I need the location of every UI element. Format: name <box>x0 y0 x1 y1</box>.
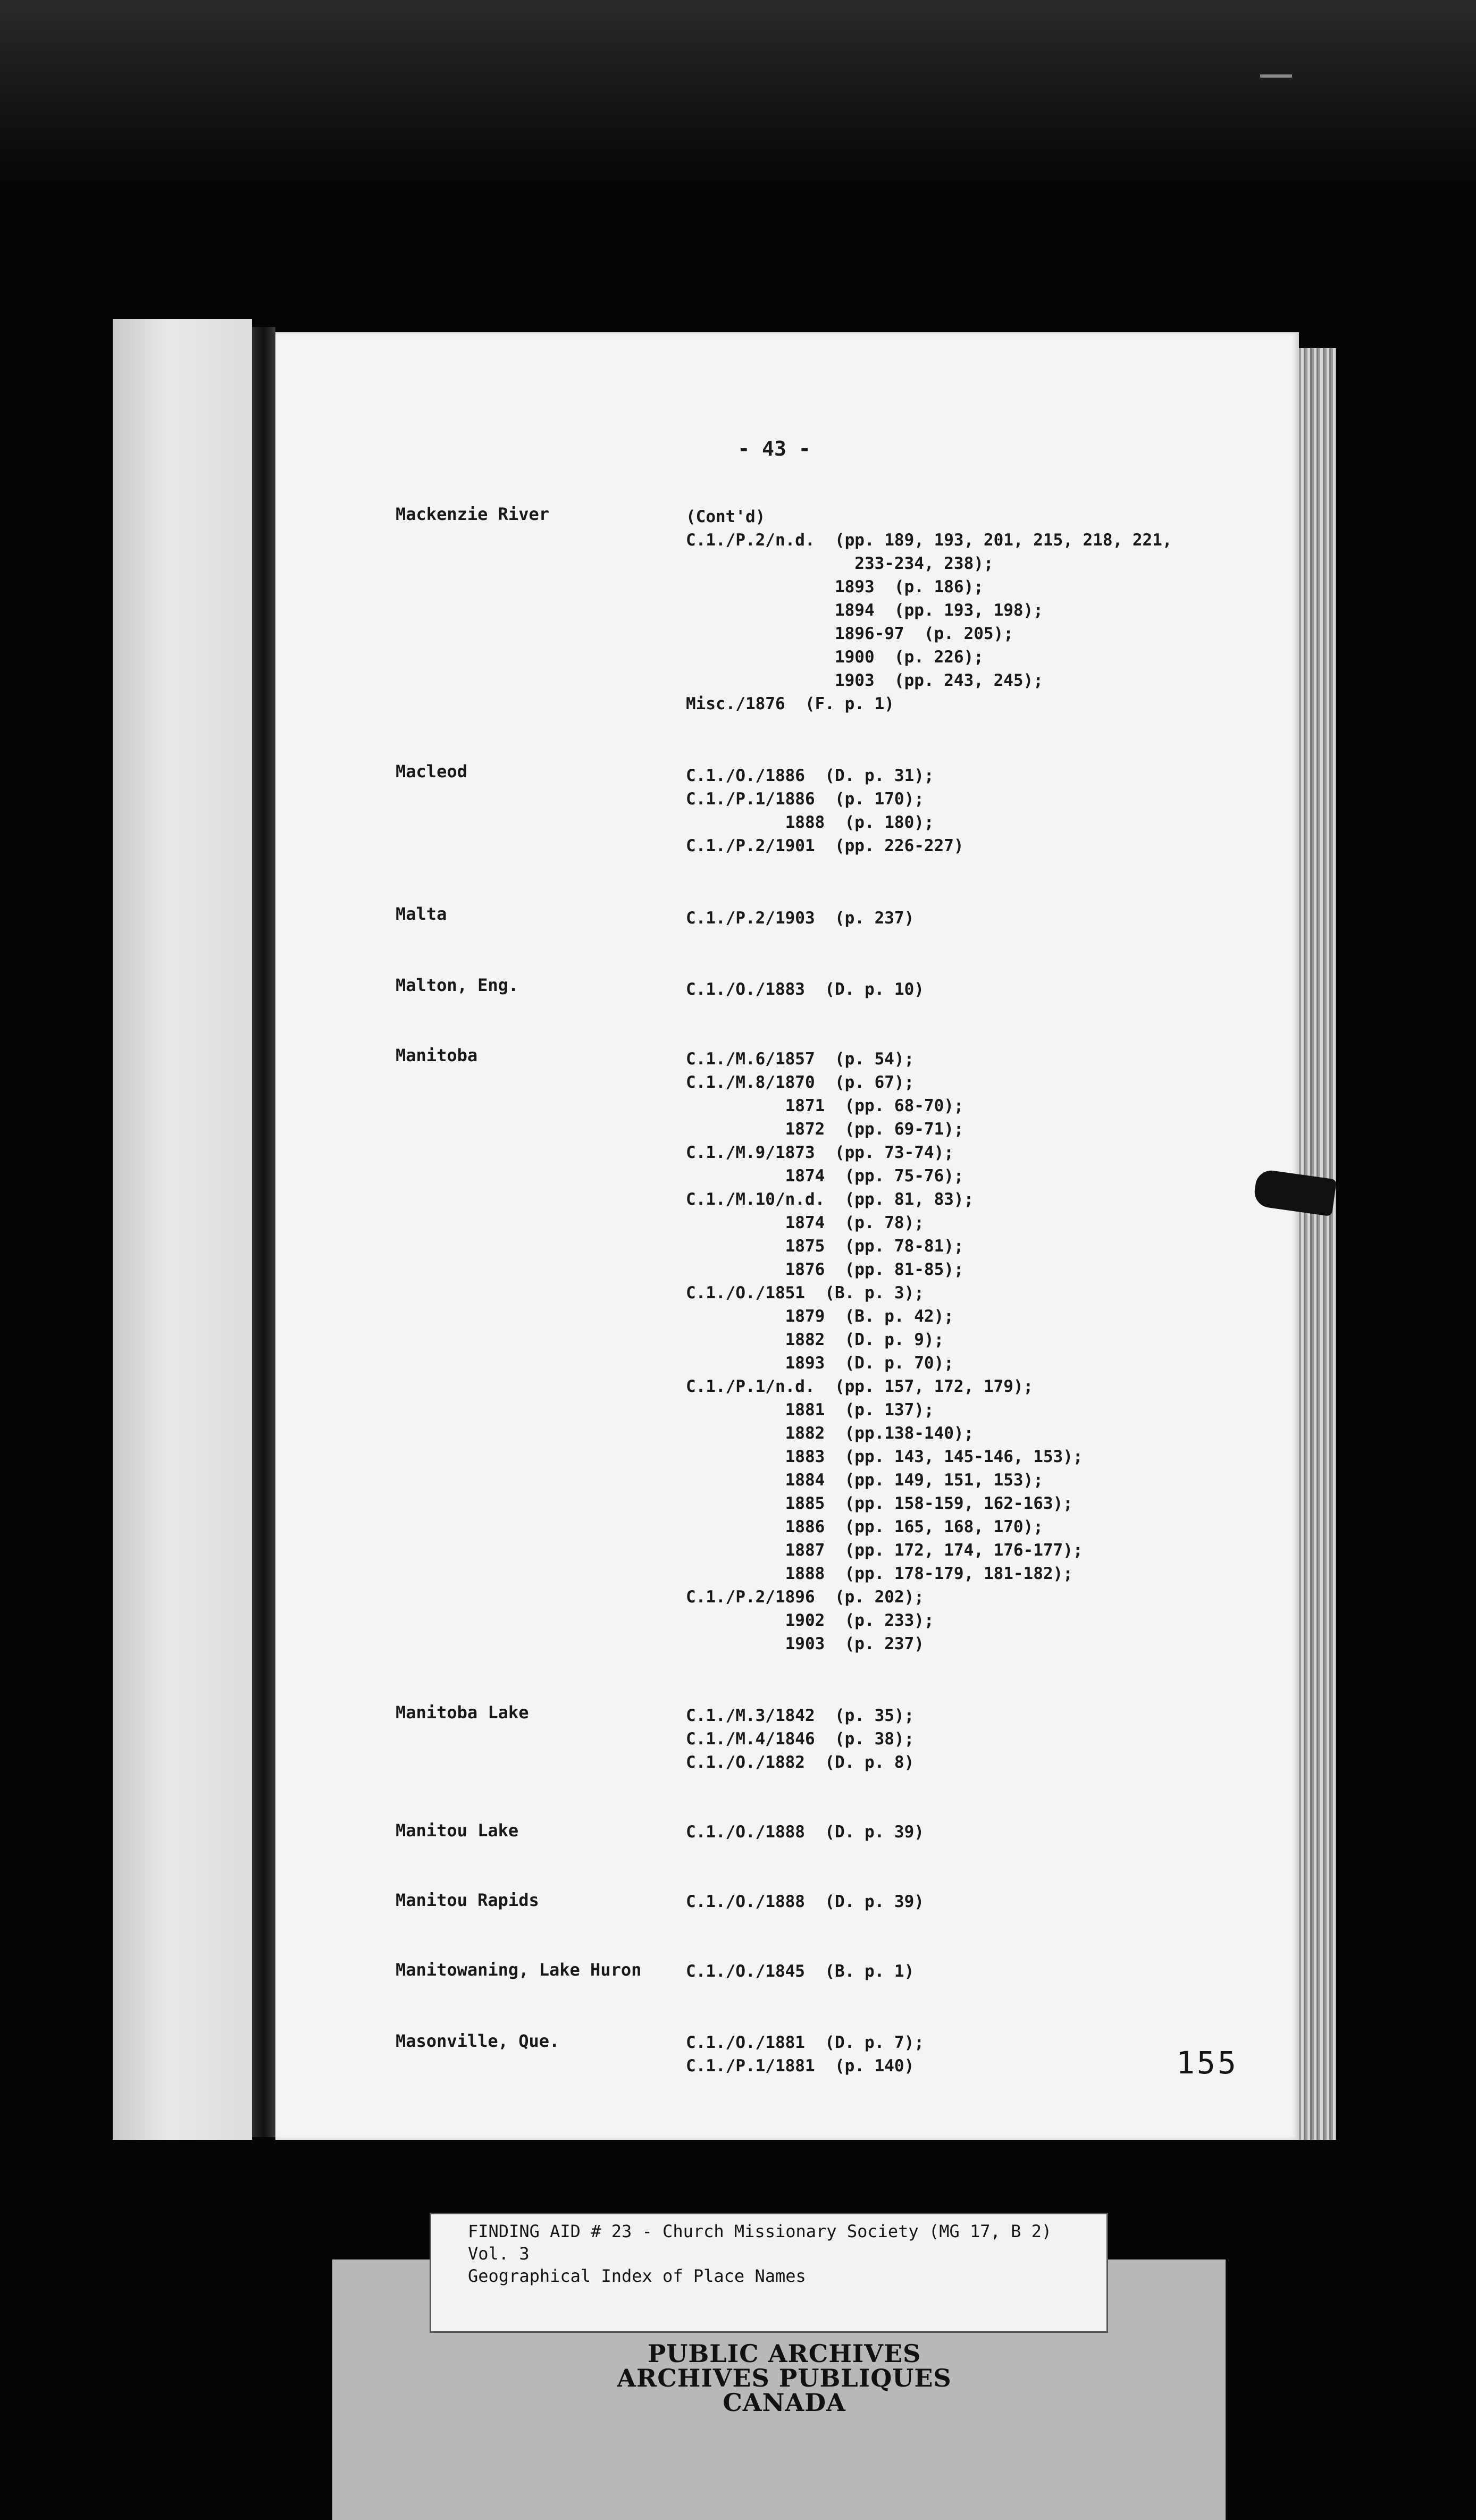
finding-aid-title: FINDING AID # 23 - Church Missionary Society (MG 17, B 2) <box>468 2221 1052 2241</box>
reference-line: C.1./O./1888 (D. p. 39) <box>686 1892 924 1911</box>
place-references <box>686 1704 1287 1774</box>
place-name: Macleod <box>396 761 467 782</box>
reference-line: 1883 (pp. 143, 145-146, 153); <box>686 1447 1083 1466</box>
reference-line: (Cont'd) <box>686 507 766 526</box>
reference-line: 1894 (pp. 193, 198); <box>686 601 1043 620</box>
reference-line: 1874 (pp. 75-76); <box>686 1166 964 1186</box>
reference-line: C.1./P.2/n.d. (pp. 189, 193, 201, 215, 218, 221, <box>686 531 1172 550</box>
reference-line: 1871 (pp. 68-70); <box>686 1096 964 1115</box>
reference-line: C.1./M.9/1873 (pp. 73-74); <box>686 1143 954 1162</box>
place-name: Manitou Rapids <box>396 1890 539 1910</box>
place-name: Manitoba <box>396 1045 478 1065</box>
place-references <box>686 1890 1287 1913</box>
place-references <box>686 1960 1287 1983</box>
reference-line: C.1./M.4/1846 (p. 38); <box>686 1729 915 1749</box>
reference-line: C.1./M.10/n.d. (pp. 81, 83); <box>686 1190 974 1209</box>
reference-line: C.1./M.8/1870 (p. 67); <box>686 1073 915 1092</box>
reference-line: 1885 (pp. 158-159, 162-163); <box>686 1494 1073 1513</box>
reference-line: 1893 (p. 186); <box>686 577 984 597</box>
frame-number: 155 <box>1176 2045 1238 2081</box>
reference-line: 1882 (D. p. 9); <box>686 1330 944 1349</box>
reference-line: 1872 (pp. 69-71); <box>686 1120 964 1139</box>
place-name: Mackenzie River <box>396 504 549 524</box>
reference-line: C.1./P.1/1881 (p. 140) <box>686 2056 915 2076</box>
reference-line: C.1./P.2/1901 (pp. 226-227) <box>686 836 964 855</box>
archives-stamp-line: CANADA <box>723 2388 846 2417</box>
facing-page <box>113 319 252 2140</box>
place-name: Manitoba Lake <box>396 1702 529 1723</box>
finding-aid-subtitle: Geographical Index of Place Names <box>468 2266 806 2286</box>
page-number: - 43 - <box>737 437 811 460</box>
place-references <box>686 906 1287 930</box>
place-references <box>686 764 1287 858</box>
reference-line: C.1./M.3/1842 (p. 35); <box>686 1706 915 1725</box>
reference-line: 1876 (pp. 81-85); <box>686 1260 964 1279</box>
page-edges <box>1299 348 1336 2140</box>
reference-line: 1903 (p. 237) <box>686 1634 924 1653</box>
reference-line: 1879 (B. p. 42); <box>686 1307 954 1326</box>
reference-line: C.1./P.1/n.d. (pp. 157, 172, 179); <box>686 1377 1034 1396</box>
reference-line: 1900 (p. 226); <box>686 648 984 667</box>
reference-line: C.1./M.6/1857 (p. 54); <box>686 1049 915 1069</box>
reference-line: 1886 (pp. 165, 168, 170); <box>686 1517 1043 1536</box>
film-top-band <box>0 0 1476 181</box>
reference-line: C.1./P.1/1886 (p. 170); <box>686 789 924 809</box>
archives-stamp-line: ARCHIVES PUBLIQUES <box>617 2364 952 2392</box>
reference-line: 1887 (pp. 172, 174, 176-177); <box>686 1541 1083 1560</box>
reference-line: 1875 (pp. 78-81); <box>686 1237 964 1256</box>
reference-line: Misc./1876 (F. p. 1) <box>686 694 894 713</box>
reference-line: C.1./O./1851 (B. p. 3); <box>686 1283 924 1303</box>
reference-line: 1896-97 (p. 205); <box>686 624 1013 643</box>
place-name: Manitou Lake <box>396 1820 519 1841</box>
reference-line: 233-234, 238); <box>686 554 994 573</box>
reference-line: C.1./O./1882 (D. p. 8) <box>686 1753 915 1772</box>
reference-line: 1882 (pp.138-140); <box>686 1424 974 1443</box>
place-references <box>686 1047 1287 1656</box>
reference-line: 1874 (p. 78); <box>686 1213 924 1232</box>
book-gutter <box>252 327 275 2137</box>
place-name: Malta <box>396 904 447 924</box>
reference-line: C.1./P.2/1896 (p. 202); <box>686 1587 924 1607</box>
reference-line: C.1./O./1888 (D. p. 39) <box>686 1822 924 1842</box>
reference-line: C.1./O./1886 (D. p. 31); <box>686 766 934 785</box>
place-references <box>686 1820 1287 1844</box>
reference-line: 1881 (p. 137); <box>686 1400 934 1419</box>
place-name: Malton, Eng. <box>396 975 519 995</box>
reference-line: 1888 (pp. 178-179, 181-182); <box>686 1564 1073 1583</box>
place-references <box>686 978 1287 1001</box>
reference-line: 1884 (pp. 149, 151, 153); <box>686 1471 1043 1490</box>
reference-line: 1903 (pp. 243, 245); <box>686 671 1043 690</box>
reference-line: 1902 (p. 233); <box>686 1611 934 1630</box>
reference-line: C.1./O./1881 (D. p. 7); <box>686 2033 924 2052</box>
place-references <box>686 505 1287 716</box>
reference-line: C.1./P.2/1903 (p. 237) <box>686 909 915 928</box>
place-name: Manitowaning, Lake Huron <box>396 1960 642 1980</box>
film-mark <box>1260 74 1292 78</box>
finding-aid-volume: Vol. 3 <box>468 2244 530 2264</box>
reference-line: C.1./O./1845 (B. p. 1) <box>686 1962 915 1981</box>
reference-line: 1888 (p. 180); <box>686 813 934 832</box>
reference-line: C.1./O./1883 (D. p. 10) <box>686 980 924 999</box>
reference-line: 1893 (D. p. 70); <box>686 1354 954 1373</box>
archives-stamp-line: PUBLIC ARCHIVES <box>647 2339 921 2368</box>
place-name: Masonville, Que. <box>396 2031 560 2051</box>
